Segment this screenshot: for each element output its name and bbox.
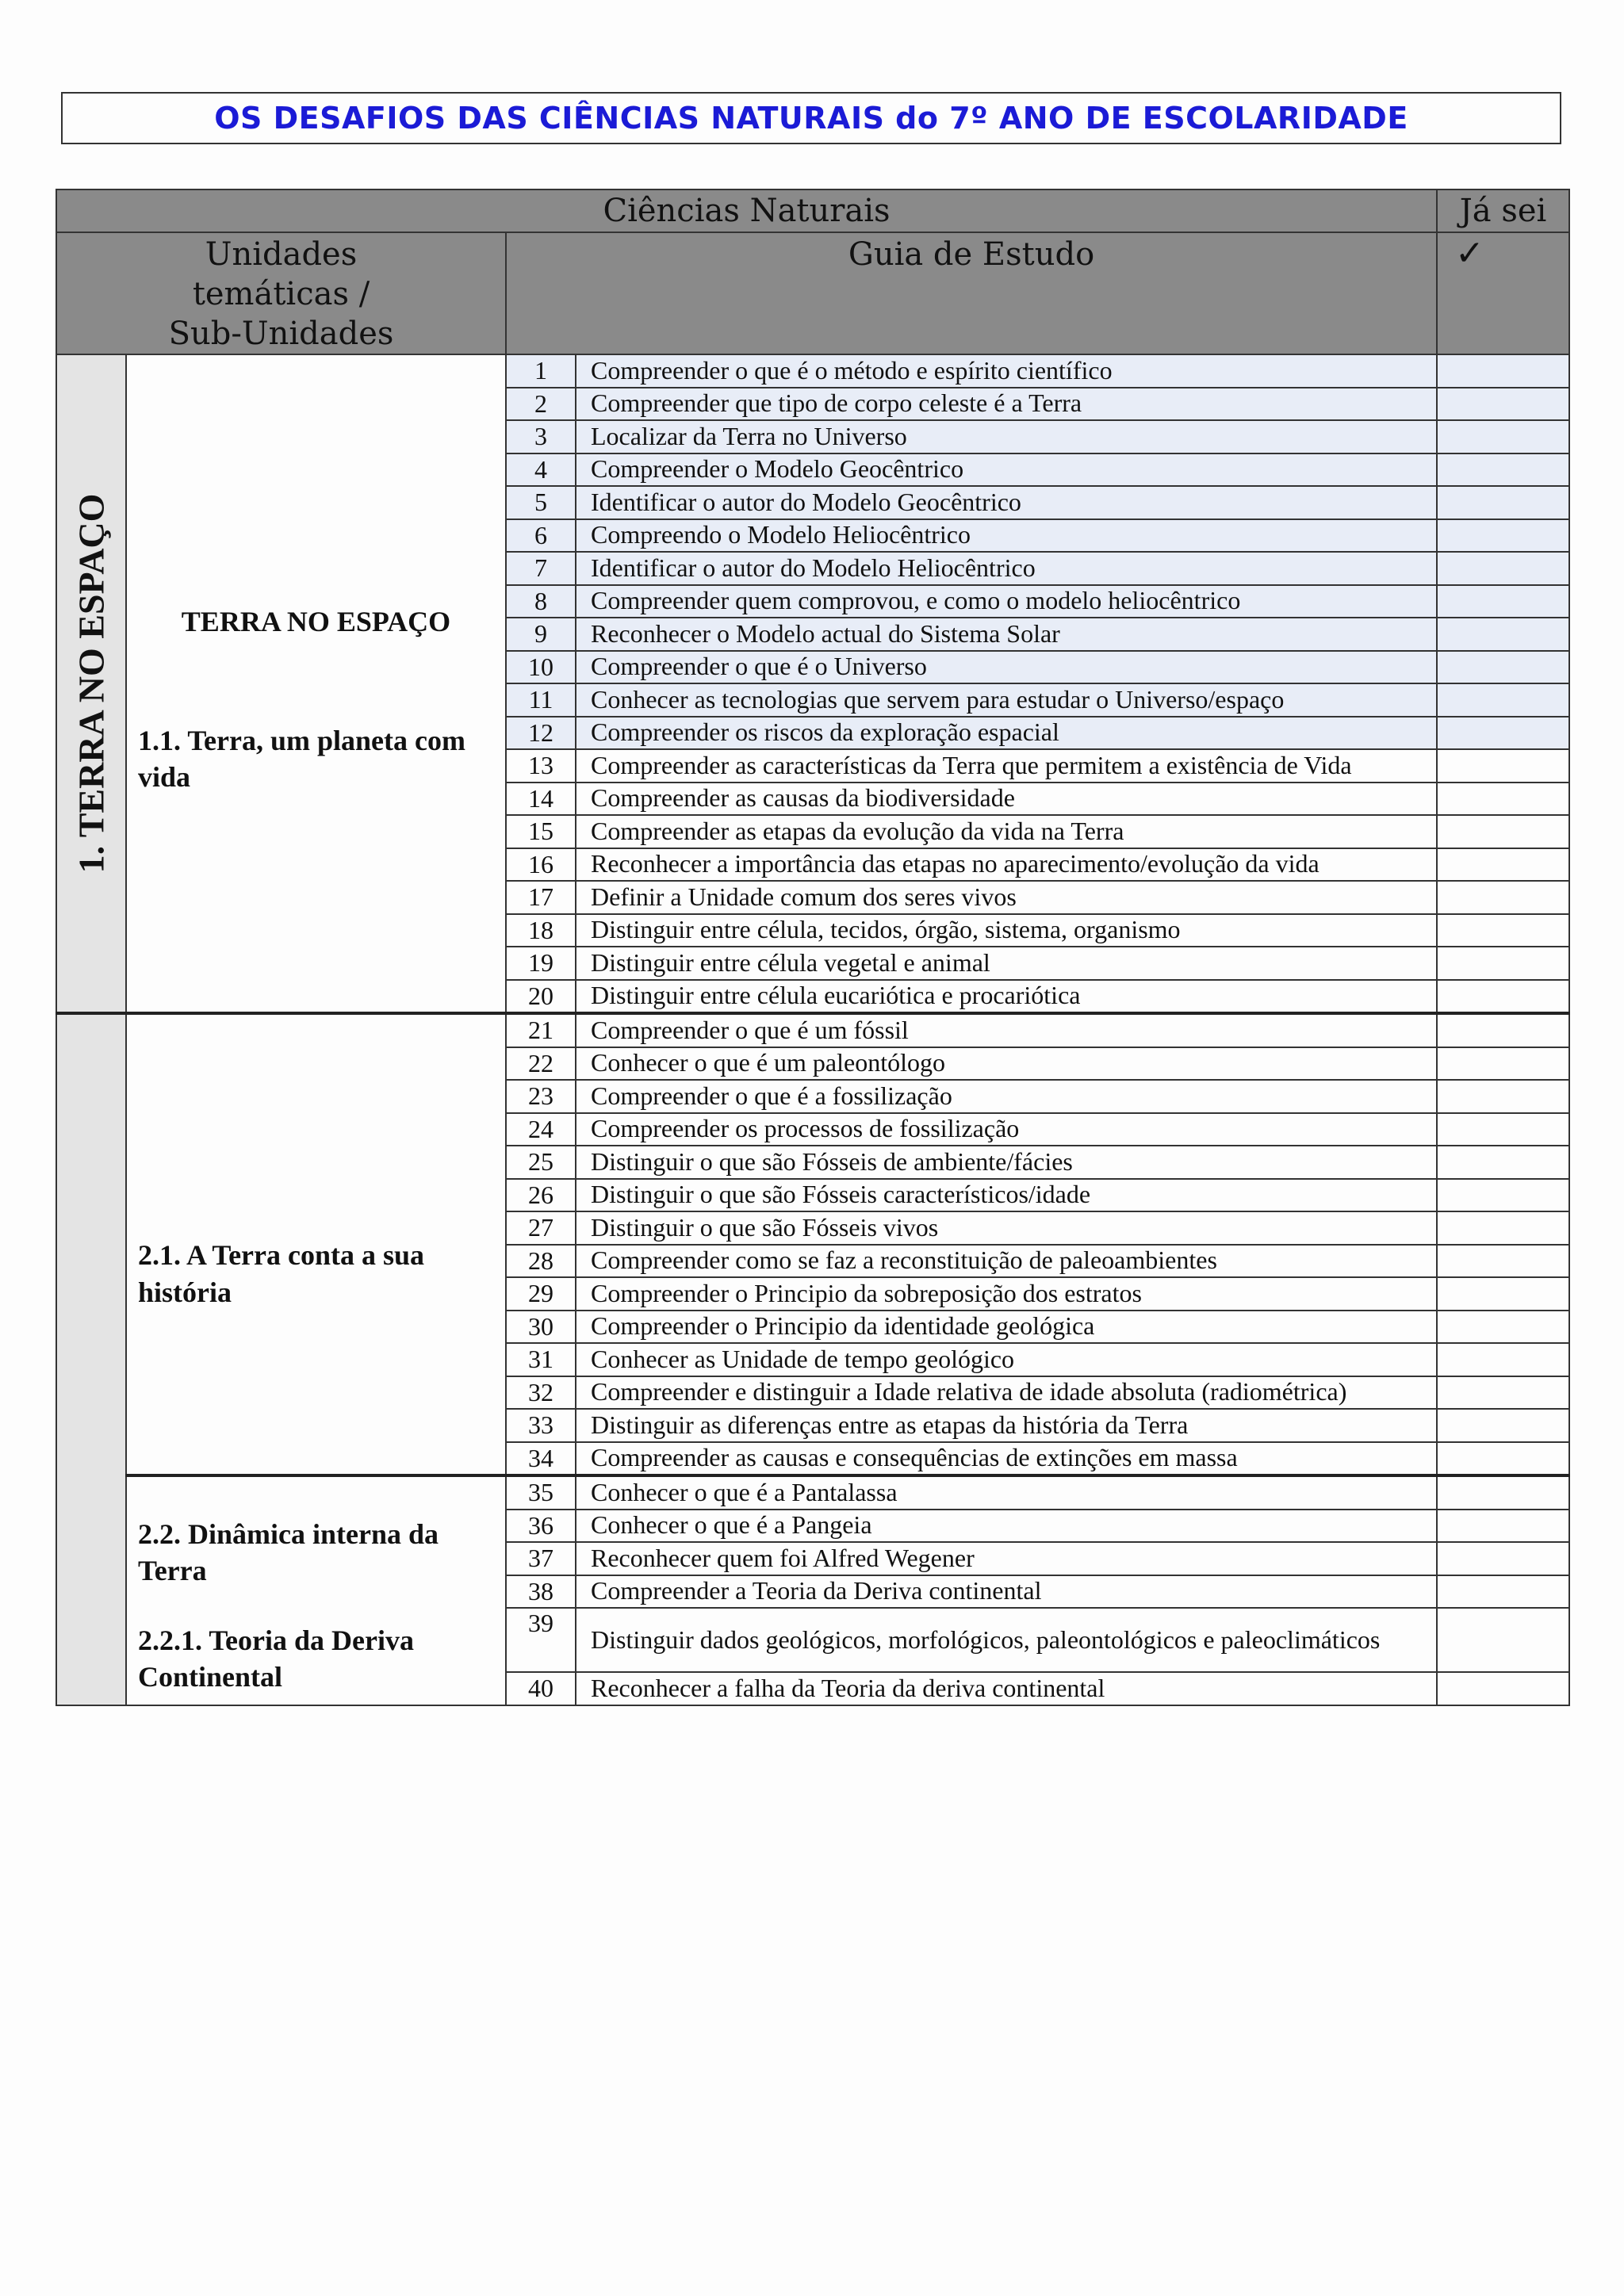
ja-sei-checkbox[interactable]	[1437, 1179, 1569, 1212]
objective-text: Compreender como se faz a reconstituição de paleoambientes	[576, 1245, 1437, 1278]
objective-text: Distinguir entre célula eucariótica e procariótica	[576, 980, 1437, 1014]
objective-text: Compreender os processos de fossilização	[576, 1113, 1437, 1146]
ja-sei-checkbox[interactable]	[1437, 486, 1569, 519]
objective-text: Compreender o Principio da identidade geológica	[576, 1311, 1437, 1344]
ja-sei-checkbox[interactable]	[1437, 1510, 1569, 1543]
objective-text: Distinguir as diferenças entre as etapas da história da Terra	[576, 1409, 1437, 1442]
objective-text: Conhecer o que é um paleontólogo	[576, 1047, 1437, 1081]
subunit-2-2-cell	[126, 1475, 506, 1705]
objective-text: Compreender a Teoria da Deriva continental	[576, 1575, 1437, 1609]
ja-sei-checkbox[interactable]	[1437, 914, 1569, 947]
table-row	[56, 354, 1569, 388]
subunit-2-2-title: 2.2. Dinâmica interna da Terra	[138, 1518, 439, 1587]
objective-text: Compreender as características da Terra que permitem a existência de Vida	[576, 749, 1437, 783]
ja-sei-checkbox[interactable]	[1437, 388, 1569, 421]
subunit-2-1-title: 2.1. A Terra conta a sua história	[138, 1239, 425, 1308]
objective-text: Compreender as causas e consequências de extinções em massa	[576, 1442, 1437, 1476]
unit-1-vertical-title: 1. TERRA NO ESPAÇO	[71, 493, 112, 874]
check-header: ✓	[1437, 232, 1569, 354]
ja-sei-checkbox[interactable]	[1437, 618, 1569, 651]
row-number: 40	[506, 1672, 576, 1705]
row-number: 30	[506, 1311, 576, 1344]
row-number: 11	[506, 683, 576, 717]
ja-sei-checkbox[interactable]	[1437, 1047, 1569, 1081]
objective-text: Compreender o que é o método e espírito científico	[576, 354, 1437, 388]
ja-sei-checkbox[interactable]	[1437, 881, 1569, 914]
ja-sei-checkbox[interactable]	[1437, 1277, 1569, 1311]
ja-sei-checkbox[interactable]	[1437, 1113, 1569, 1146]
row-number: 10	[506, 651, 576, 684]
objective-text: Definir a Unidade comum dos seres vivos	[576, 881, 1437, 914]
ja-sei-checkbox[interactable]	[1437, 717, 1569, 750]
row-number: 22	[506, 1047, 576, 1081]
row-number: 17	[506, 881, 576, 914]
ja-sei-checkbox[interactable]	[1437, 1409, 1569, 1442]
ja-sei-checkbox[interactable]	[1437, 552, 1569, 585]
row-number: 2	[506, 388, 576, 421]
objective-text: Compreender as causas da biodiversidade	[576, 783, 1437, 816]
objective-text: Reconhecer a falha da Teoria da deriva continental	[576, 1672, 1437, 1705]
row-number: 8	[506, 585, 576, 618]
row-number: 13	[506, 749, 576, 783]
objective-text: Distinguir entre célula vegetal e animal	[576, 947, 1437, 980]
row-number: 6	[506, 519, 576, 553]
ja-sei-checkbox[interactable]	[1437, 1672, 1569, 1705]
objective-text: Reconhecer o Modelo actual do Sistema Solar	[576, 618, 1437, 651]
ja-sei-checkbox[interactable]	[1437, 453, 1569, 487]
objective-text: Compreender o que é um fóssil	[576, 1013, 1437, 1047]
ja-sei-checkbox[interactable]	[1437, 354, 1569, 388]
ja-sei-checkbox[interactable]	[1437, 1013, 1569, 1047]
unidades-header-label: Unidades temáticas / Sub-Unidades	[168, 236, 394, 352]
subunit-1-cell	[126, 354, 506, 1013]
row-number: 29	[506, 1277, 576, 1311]
objective-text: Conhecer as Unidade de tempo geológico	[576, 1343, 1437, 1376]
objective-text: Conhecer o que é a Pantalassa	[576, 1475, 1437, 1510]
objective-text: Reconhecer quem foi Alfred Wegener	[576, 1542, 1437, 1575]
objective-text: Compreender as etapas da evolução da vida na Terra	[576, 815, 1437, 848]
subject-header: Ciências Naturais	[56, 189, 1437, 232]
objective-text: Reconhecer a importância das etapas no aparecimento/evolução da vida	[576, 848, 1437, 882]
objective-text: Compreender os riscos da exploração espacial	[576, 717, 1437, 750]
row-number: 27	[506, 1211, 576, 1245]
objective-text: Compreender quem comprovou, e como o modelo heliocêntrico	[576, 585, 1437, 618]
row-number: 4	[506, 453, 576, 487]
objective-text: Compreender o que é a fossilização	[576, 1080, 1437, 1113]
guia-header: Guia de Estudo	[506, 232, 1437, 354]
study-guide-table	[56, 189, 1570, 1706]
row-number: 34	[506, 1442, 576, 1476]
unit-1-cell	[56, 354, 126, 1013]
ja-sei-checkbox[interactable]	[1437, 749, 1569, 783]
objective-text: Compreender que tipo de corpo celeste é a Terra	[576, 388, 1437, 421]
row-number: 7	[506, 552, 576, 585]
row-number: 36	[506, 1510, 576, 1543]
objective-text: Compreendo o Modelo Heliocêntrico	[576, 519, 1437, 553]
ja-sei-checkbox[interactable]	[1437, 980, 1569, 1014]
subunit-2-1-cell	[126, 1013, 506, 1475]
row-number: 24	[506, 1113, 576, 1146]
table-row	[56, 1475, 1569, 1510]
ja-sei-checkbox[interactable]	[1437, 420, 1569, 453]
objective-text: Conhecer as tecnologias que servem para estudar o Universo/espaço	[576, 683, 1437, 717]
row-number: 1	[506, 354, 576, 388]
ja-sei-checkbox[interactable]	[1437, 1080, 1569, 1113]
objective-text: Distinguir o que são Fósseis característicos/idade	[576, 1179, 1437, 1212]
objective-text: Compreender o Principio da sobreposição dos estratos	[576, 1277, 1437, 1311]
unidades-header	[56, 232, 506, 354]
ja-sei-checkbox[interactable]	[1437, 1442, 1569, 1476]
objective-text: Localizar da Terra no Universo	[576, 420, 1437, 453]
ja-sei-checkbox[interactable]	[1437, 1245, 1569, 1278]
row-number: 19	[506, 947, 576, 980]
objective-text: Compreender o que é o Universo	[576, 651, 1437, 684]
row-number: 23	[506, 1080, 576, 1113]
ja-sei-checkbox[interactable]	[1437, 651, 1569, 684]
ja-sei-checkbox[interactable]	[1437, 1608, 1569, 1672]
ja-sei-checkbox[interactable]	[1437, 1311, 1569, 1344]
subunit-2-2-1-title: 2.2.1. Teoria da Deriva Continental	[138, 1624, 414, 1693]
page-title: OS DESAFIOS DAS CIÊNCIAS NATURAIS do 7º ANO DE ESCOLARIDADE	[214, 101, 1408, 136]
row-number: 20	[506, 980, 576, 1014]
objective-text: Distinguir entre célula, tecidos, órgão, sistema, organismo	[576, 914, 1437, 947]
objective-text: Distinguir dados geológicos, morfológicos, paleontológicos e paleoclimáticos	[576, 1608, 1437, 1672]
ja-sei-checkbox[interactable]	[1437, 947, 1569, 980]
unit-2-cell	[56, 1013, 126, 1705]
ja-sei-checkbox[interactable]	[1437, 1146, 1569, 1179]
ja-sei-checkbox[interactable]	[1437, 1475, 1569, 1510]
row-number: 31	[506, 1343, 576, 1376]
table-row	[56, 1013, 1569, 1047]
row-number: 39	[506, 1608, 576, 1672]
row-number: 25	[506, 1146, 576, 1179]
row-number: 5	[506, 486, 576, 519]
ja-sei-checkbox[interactable]	[1437, 683, 1569, 717]
ja-sei-checkbox[interactable]	[1437, 815, 1569, 848]
ja-sei-header: Já sei	[1437, 189, 1569, 232]
objective-text: Compreender o Modelo Geocêntrico	[576, 453, 1437, 487]
row-number: 26	[506, 1179, 576, 1212]
row-number: 32	[506, 1376, 576, 1410]
objective-text: Conhecer o que é a Pangeia	[576, 1510, 1437, 1543]
objective-text: Distinguir o que são Fósseis de ambiente/fácies	[576, 1146, 1437, 1179]
ja-sei-checkbox[interactable]	[1437, 1542, 1569, 1575]
row-number: 9	[506, 618, 576, 651]
subunit-1-1-title: 1.1. Terra, um planeta com vida	[138, 724, 465, 794]
row-number: 33	[506, 1409, 576, 1442]
row-number: 16	[506, 848, 576, 882]
ja-sei-checkbox[interactable]	[1437, 1575, 1569, 1609]
objective-text: Identificar o autor do Modelo Geocêntrico	[576, 486, 1437, 519]
row-number: 15	[506, 815, 576, 848]
row-number: 28	[506, 1245, 576, 1278]
ja-sei-checkbox[interactable]	[1437, 1211, 1569, 1245]
row-number: 38	[506, 1575, 576, 1609]
title-box	[61, 92, 1561, 144]
objective-text: Identificar o autor do Modelo Heliocêntrico	[576, 552, 1437, 585]
unit-1-heading: TERRA NO ESPAÇO	[181, 605, 451, 637]
objective-text: Compreender e distinguir a Idade relativa de idade absoluta (radiométrica)	[576, 1376, 1437, 1410]
ja-sei-checkbox[interactable]	[1437, 1376, 1569, 1410]
row-number: 35	[506, 1475, 576, 1510]
ja-sei-checkbox[interactable]	[1437, 1343, 1569, 1376]
ja-sei-checkbox[interactable]	[1437, 519, 1569, 553]
ja-sei-checkbox[interactable]	[1437, 848, 1569, 882]
row-number: 3	[506, 420, 576, 453]
row-number: 37	[506, 1542, 576, 1575]
ja-sei-checkbox[interactable]	[1437, 783, 1569, 816]
ja-sei-checkbox[interactable]	[1437, 585, 1569, 618]
row-number: 12	[506, 717, 576, 750]
objective-text: Distinguir o que são Fósseis vivos	[576, 1211, 1437, 1245]
row-number: 14	[506, 783, 576, 816]
row-number: 18	[506, 914, 576, 947]
row-number: 21	[506, 1013, 576, 1047]
